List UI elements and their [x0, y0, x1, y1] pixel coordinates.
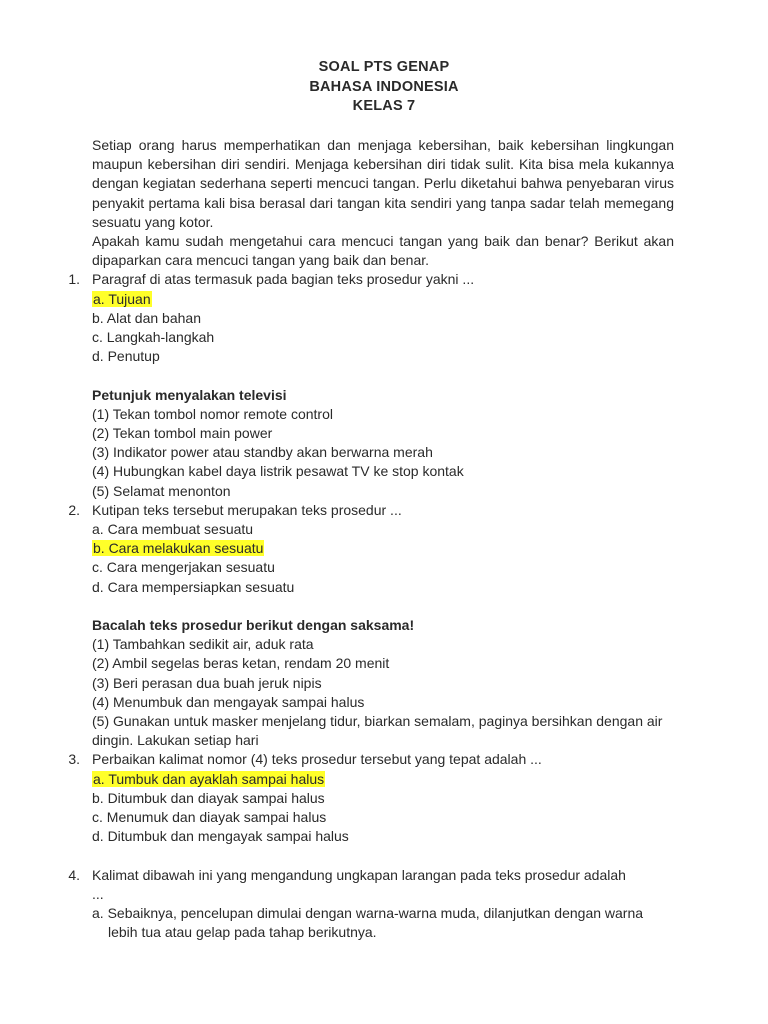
- title-line-3: KELAS 7: [352, 98, 416, 114]
- q2-option-a: a. Cara membuat sesuatu: [92, 521, 254, 538]
- passage-2-step: (2) Tekan tombol main power: [92, 425, 273, 442]
- q4-option-a: a. Sebaiknya, pencelupan dimulai dengan warna-warna muda, dilanjutkan dengan warna lebih tua atau gelap pada tahap berikutnya.: [92, 905, 644, 941]
- passage-2-heading: Petunjuk menyalakan televisi: [92, 386, 287, 403]
- title-line-2: BAHASA INDONESIA: [309, 78, 459, 95]
- q1-option-a: [92, 290, 674, 309]
- spacer: [92, 846, 674, 865]
- q3-option-a: [92, 770, 674, 789]
- question-1: [68, 270, 674, 289]
- passage-3-heading: Bacalah teks prosedur berikut dengan saksama!: [92, 617, 415, 634]
- passage-3-step: (5) Gunakan untuk masker menjelang tidur, biarkan semalam, paginya bersihkan dengan air dingin. Lakukan setiap hari: [92, 713, 663, 749]
- document-title: [0, 58, 768, 117]
- q2-option-c: c. Cara mengerjakan sesuatu: [92, 559, 275, 576]
- q3-option-b: b. Ditumbuk dan diayak sampai halus: [92, 789, 325, 806]
- question-4: [68, 866, 674, 904]
- question-text: Kalimat dibawah ini yang mengandung ungkapan larangan pada teks prosedur adalah ...: [92, 866, 626, 902]
- q2-option-b: [92, 539, 674, 558]
- q1-option-d: d. Penutup: [92, 348, 160, 365]
- spacer: [92, 597, 674, 616]
- passage-3-step: (3) Beri perasan dua buah jeruk nipis: [92, 674, 322, 691]
- passage-2-step: (1) Tekan tombol nomor remote control: [92, 405, 333, 422]
- passage-3-step: (4) Menumbuk dan mengayak sampai halus: [92, 693, 365, 710]
- question-number: 1.: [68, 271, 80, 288]
- document-body: [68, 136, 674, 942]
- passage-2-step: (3) Indikator power atau standby akan berwarna merah: [92, 444, 433, 461]
- question-text: Kutipan teks tersebut merupakan teks prosedur ...: [92, 501, 402, 518]
- answer-highlight: a. Tumbuk dan ayaklah sampai halus: [93, 770, 325, 787]
- question-text: Paragraf di atas termasuk pada bagian teks prosedur yakni ...: [92, 271, 475, 288]
- answer-highlight: a. Tujuan: [93, 290, 151, 307]
- question-3: [68, 750, 674, 769]
- intro-paragraph-1: Setiap orang harus memperhatikan dan menjaga kebersihan, baik kebersihan lingkungan maupun kebersihan diri sendiri. Menjaga kebersihan diri tidak sulit. Kita bisa mela kukannya dengan kegiatan sederhana seperti mencuci tangan. Perlu diketahui bahwa penyebaran virus penyakit pertama kali bisa berasal dari tangan kita sendiri yang tanpa sadar telah memegang sesuatu yang kotor.: [92, 137, 674, 230]
- question-2: [68, 501, 674, 520]
- intro-paragraph-2: Apakah kamu sudah mengetahui cara mencuci tangan yang baik dan benar? Berikut akan dipaparkan cara mencuci tangan yang baik dan benar.: [92, 233, 674, 269]
- passage-3-step: (1) Tambahkan sedikit air, aduk rata: [92, 636, 314, 653]
- question-number: 4.: [68, 866, 80, 883]
- q1-option-b: b. Alat dan bahan: [92, 309, 201, 326]
- passage-2-step: (5) Selamat menonton: [92, 482, 231, 499]
- q3-option-c: c. Menumuk dan diayak sampai halus: [92, 809, 327, 826]
- passage-2-step: (4) Hubungkan kabel daya listrik pesawat TV ke stop kontak: [92, 463, 464, 480]
- q3-option-d: d. Ditumbuk dan mengayak sampai halus: [92, 828, 349, 845]
- question-text: Perbaikan kalimat nomor (4) teks prosedur tersebut yang tepat adalah ...: [92, 751, 542, 768]
- q2-option-d: d. Cara mempersiapkan sesuatu: [92, 578, 295, 595]
- passage-3-step: (2) Ambil segelas beras ketan, rendam 20 menit: [92, 655, 390, 672]
- title-line-1: SOAL PTS GENAP: [318, 59, 450, 75]
- q1-option-c: c. Langkah-langkah: [92, 329, 215, 346]
- answer-highlight: b. Cara melakukan sesuatu: [93, 540, 264, 557]
- question-number: 3.: [68, 751, 80, 768]
- question-number: 2.: [68, 501, 80, 518]
- spacer: [92, 366, 674, 385]
